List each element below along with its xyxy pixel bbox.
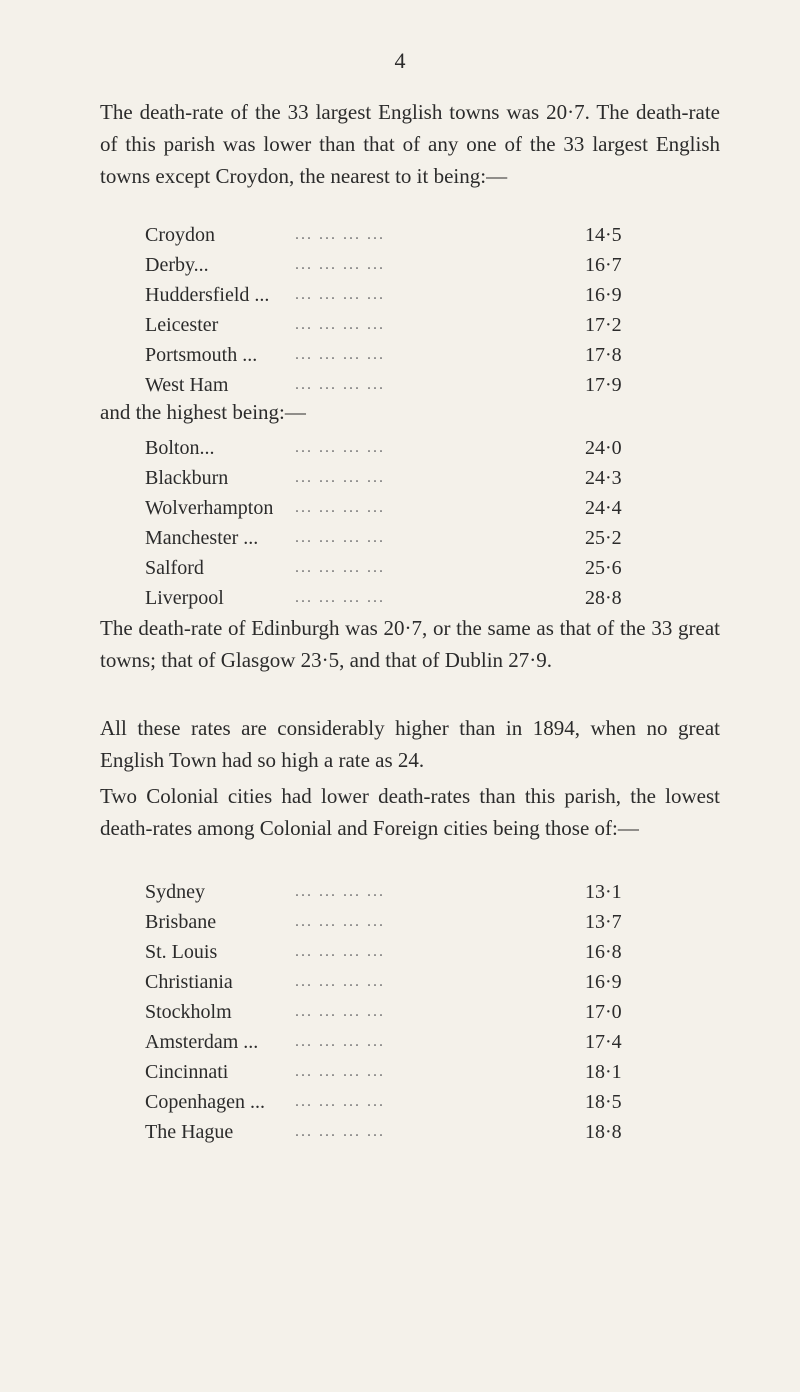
table-row (145, 250, 665, 280)
death-rate-value: 13·7 (585, 911, 622, 933)
dot-leader: ... ... ... ... (295, 499, 385, 516)
dot-leader: ... ... ... ... (295, 913, 385, 930)
death-rate-value: 25·2 (585, 527, 622, 549)
table-row (145, 877, 665, 907)
table-row (145, 553, 665, 583)
table-row (145, 433, 665, 463)
table-row (145, 523, 665, 553)
death-rate-value: 14·5 (585, 224, 622, 246)
table-row (145, 220, 665, 250)
dot-leader: ... ... ... ... (295, 439, 385, 456)
dot-leader: ... ... ... ... (295, 943, 385, 960)
death-rate-value: 16·7 (585, 254, 622, 276)
place-name: Derby... (145, 254, 209, 276)
place-name: Liverpool (145, 587, 224, 609)
intro-paragraph: The death-rate of the 33 largest English towns was 20·7. The death-rate of this parish was lower than that of any one of the 33 largest English towns except Croydon, the nearest to it being:— (100, 100, 720, 188)
death-rate-value: 17·2 (585, 314, 622, 336)
place-name: Copenhagen ... (145, 1091, 265, 1113)
place-name: Christiania (145, 971, 233, 993)
place-name: Wolverhampton (145, 497, 274, 519)
edinburgh-paragraph: The death-rate of Edinburgh was 20·7, or the same as that of the 33 great towns; that of Glasgow 23·5, and that of Dublin 27·9. (100, 616, 720, 672)
table-row (145, 280, 665, 310)
colonial-cities-paragraph: Two Colonial cities had lower death-rates than this parish, the lowest death-rates among Colonial and Foreign cities being those of:— (100, 784, 720, 840)
dot-leader: ... ... ... ... (295, 256, 385, 273)
place-name: Blackburn (145, 467, 229, 489)
place-name: Leicester (145, 314, 219, 336)
dot-leader: ... ... ... ... (295, 559, 385, 576)
table-row (145, 1057, 665, 1087)
page-number: 4 (394, 48, 406, 73)
death-rate-value: 24·3 (585, 467, 622, 489)
highest-intro-paragraph: and the highest being:— (100, 400, 306, 424)
death-rate-value: 13·1 (585, 881, 622, 903)
death-rate-value: 18·5 (585, 1091, 622, 1113)
death-rate-value: 28·8 (585, 587, 622, 609)
place-name: Brisbane (145, 911, 217, 933)
death-rate-value: 16·8 (585, 941, 622, 963)
place-name: Stockholm (145, 1001, 232, 1023)
dot-leader: ... ... ... ... (295, 346, 385, 363)
dot-leader: ... ... ... ... (295, 589, 385, 606)
place-name: Salford (145, 557, 204, 579)
death-rate-value: 16·9 (585, 971, 622, 993)
table-row (145, 310, 665, 340)
dot-leader: ... ... ... ... (295, 286, 385, 303)
table-row (145, 1117, 665, 1147)
dot-leader: ... ... ... ... (295, 226, 385, 243)
dot-leader: ... ... ... ... (295, 883, 385, 900)
place-name: Croydon (145, 224, 215, 246)
table-row (145, 907, 665, 937)
death-rate-value: 24·0 (585, 437, 622, 459)
death-rate-value: 17·9 (585, 374, 622, 396)
place-name: Huddersfield ... (145, 284, 270, 306)
foreign-cities-table (145, 877, 665, 1147)
table-row (145, 967, 665, 997)
comparison-1894-paragraph: All these rates are considerably higher than in 1894, when no great English Town had so high a rate as 24. (100, 716, 720, 772)
dot-leader: ... ... ... ... (295, 529, 385, 546)
dot-leader: ... ... ... ... (295, 973, 385, 990)
table-row (145, 463, 665, 493)
table-row (145, 340, 665, 370)
death-rate-value: 16·9 (585, 284, 622, 306)
lowest-english-towns-table (145, 220, 665, 400)
table-row (145, 1087, 665, 1117)
table-row (145, 1027, 665, 1057)
death-rate-value: 18·1 (585, 1061, 622, 1083)
place-name: Amsterdam ... (145, 1031, 259, 1053)
place-name: The Hague (145, 1121, 234, 1143)
dot-leader: ... ... ... ... (295, 469, 385, 486)
dot-leader: ... ... ... ... (295, 1123, 385, 1140)
death-rate-value: 18·8 (585, 1121, 622, 1143)
death-rate-value: 17·8 (585, 344, 622, 366)
dot-leader: ... ... ... ... (295, 1033, 385, 1050)
death-rate-value: 17·4 (585, 1031, 622, 1053)
table-row (145, 997, 665, 1027)
dot-leader: ... ... ... ... (295, 1003, 385, 1020)
dot-leader: ... ... ... ... (295, 316, 385, 333)
death-rate-value: 17·0 (585, 1001, 622, 1023)
place-name: West Ham (145, 374, 229, 396)
dot-leader: ... ... ... ... (295, 1093, 385, 1110)
highest-english-towns-table (145, 433, 665, 613)
place-name: Cincinnati (145, 1061, 229, 1083)
dot-leader: ... ... ... ... (295, 376, 385, 393)
death-rate-value: 25·6 (585, 557, 622, 579)
table-row (145, 583, 665, 613)
place-name: Manchester ... (145, 527, 259, 549)
place-name: Bolton... (145, 437, 215, 459)
place-name: Sydney (145, 881, 205, 903)
dot-leader: ... ... ... ... (295, 1063, 385, 1080)
table-row (145, 937, 665, 967)
place-name: St. Louis (145, 941, 218, 963)
place-name: Portsmouth ... (145, 344, 258, 366)
death-rate-value: 24·4 (585, 497, 622, 519)
table-row (145, 493, 665, 523)
